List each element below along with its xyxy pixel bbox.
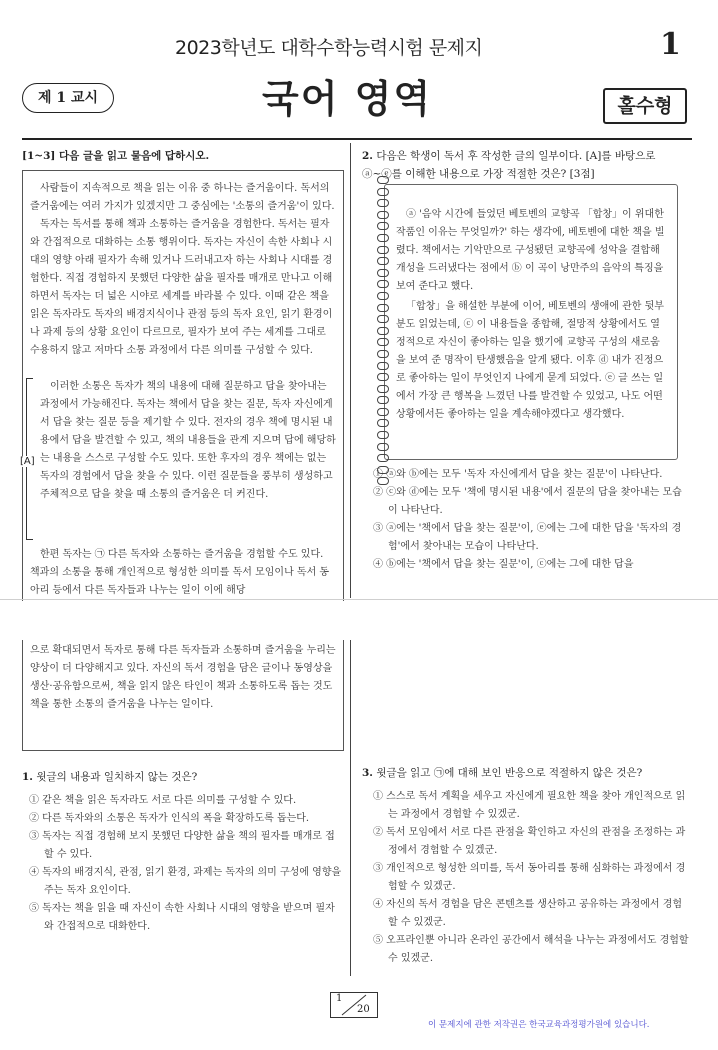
q1-number: 1. — [22, 771, 33, 783]
q3-choice-3[interactable]: ③ 개인적으로 형성한 의미를, 독서 동아리를 통해 심화하는 과정에서 경험할 수 있겠군. — [373, 863, 686, 892]
copyright-notice: 이 문제지에 관한 저작권은 한국교육과정평가원에 있습니다. — [428, 1020, 650, 1030]
q3-choices — [370, 788, 690, 968]
note-paragraph-2: 「합창」을 해설한 부분에 이어, 베토벤의 생애에 관한 뒷부분도 읽었는데, ⓒ 이 내용들을 종합해, 절망적 상황에서도 열정적으로 자신이 좋아하는 일을 했기에 교향곡 구성의 새로움을 보여 준 명작이 탄생했음을 알게 됐다. 이후 ⓓ 내가 진정으로 좋아하는 일이 무엇인지 나에게 묻게 되었다. ⓔ 글 쓰는 일에서 가장 큰 행복을 느꼈던 나를 발견할 수 있었고, 나도 어떤 상황에서든 좋아하는 일을 계속해야겠다고 생각했다. — [396, 301, 664, 420]
passage-text — [30, 180, 336, 360]
passage-paragraph-a: 이러한 소통은 독자가 책의 내용에 대해 질문하고 답을 찾아내는 과정에서 가능해진다. 독자는 책에서 답을 찾는 질문, 독자 자신에게서 답을 찾는 질문 등을 제기할 수 있다. 전자의 경우 책에 명시된 내용에서 답을 발견할 수 있고, 책의 내용들을 관계 지으며 답에 해당하는 내용을 스스로 구성할 수도 있다. 또한 후자의 경우 책에는 없는 독자의 경험에서 답을 찾을 수 있다. 이런 질문들을 풍부히 생성하고 주체적으로 답을 찾을 때 소통의 즐거움은 더 커진다. — [40, 381, 336, 500]
passage-paragraph-3-wrap — [30, 546, 336, 598]
q2-stem: 다음은 학생이 독서 후 작성한 글의 일부이다. [A]를 바탕으로 ⓐ~ⓔ를 이해한 내용으로 가장 적절한 것은? [3점] — [362, 150, 656, 180]
column-divider-top — [350, 143, 351, 598]
header-rule — [22, 138, 692, 140]
bracket-a-label: [A] — [20, 456, 35, 467]
q3-choice-5[interactable]: ⑤ 오프라인뿐 아니라 온라인 공간에서 해석을 나누는 과정에서도 경험할 수 있겠군. — [373, 935, 689, 964]
q2-choice-3[interactable]: ③ ⓐ에는 '책에서 답을 찾는 질문'이, ⓔ에는 그에 대한 답을 '독자의 경험'에서 찾아내는 모습이 나타난다. — [373, 523, 682, 552]
q1-stem: 윗글의 내용과 일치하지 않는 것은? — [36, 771, 198, 783]
q3-stem-wrap — [362, 764, 688, 782]
q2-choice-4[interactable]: ④ ⓑ에는 '책에서 답을 찾는 질문'이, ⓒ에는 그에 대한 답을 — [373, 559, 634, 570]
q2-choices — [370, 466, 690, 598]
q3-choice-1[interactable]: ① 스스로 독서 계획을 세우고 자신에게 필요한 책을 찾아 개인적으로 읽는 과정에서 경험할 수 있겠군. — [373, 791, 686, 820]
page-indicator — [330, 992, 378, 1018]
passage-paragraph-3-continued: 으로 확대되면서 독자로 통해 다른 독자들과 소통하며 즐거움을 누리는 양상이 더 다양해지고 있다. 자신의 독서 경험을 담은 글이나 동영상을 생산·공유함으로써, 책을 읽지 않은 타인이 책과 소통하도록 돕는 것도 책을 통한 소통의 즐거움을 나누는 일이다. — [30, 645, 336, 710]
q1-stem-wrap — [22, 768, 342, 786]
note-paragraph-1: ⓐ '음악 시간에 들었던 베토벤의 교향곡 「합창」이 위대한 작품인 이유는 무엇일까?' 하는 생각에, 베토벤에 대한 책을 빌렸다. 책에서는 기악만으로 구성됐던 교향곡에 성악을 결합해 개성을 드러냈다는 점에서 ⓑ 이 곡이 낭만주의 음악의 특징을 보여 준다고 했다. — [396, 209, 665, 292]
exam-header-title: 2023학년도 대학수학능력시험 문제지 — [175, 37, 483, 59]
passage-continued-text — [30, 642, 336, 714]
session-badge: 제 1 교시 — [22, 83, 114, 113]
passage-paragraph-3: 한편 독자는 ㉠ 다른 독자와 소통하는 즐거움을 경험할 수도 있다. 책과의 소통을 통해 개인적으로 형성한 의미를 독서 모임이나 독서 동아리 등에서 다른 독자들과 나누는 일이 이에 해당 — [30, 549, 330, 596]
subject-title: 국어 영역 — [262, 77, 433, 121]
page-cut-line — [0, 599, 718, 600]
passage-section-a — [40, 378, 336, 504]
q1-choice-5[interactable]: ⑤ 독자는 책을 읽을 때 자신이 속한 사회나 시대의 영향을 받으며 필자와 간접적으로 대화한다. — [29, 903, 335, 932]
q1-choice-1[interactable]: ① 같은 책을 읽은 독자라도 서로 다른 의미를 구성할 수 있다. — [29, 795, 297, 806]
passage-instruction: [1~3] 다음 글을 읽고 물음에 답하시오. — [22, 150, 210, 162]
q2-choice-2[interactable]: ② ⓒ와 ⓓ에는 모두 '책에 명시된 내용'에서 질문의 답을 찾아내는 모습이 나타난다. — [373, 487, 682, 516]
q2-stem-wrap — [362, 147, 688, 183]
q2-number: 2. — [362, 150, 373, 162]
page-current: 1 — [336, 993, 343, 1004]
column-divider-bottom — [350, 640, 351, 976]
q1-choice-4[interactable]: ④ 독자의 배경지식, 관점, 읽기 환경, 과제는 독자의 의미 구성에 영향을 주는 독자 요인이다. — [29, 867, 342, 896]
passage-paragraph-1: 사람들이 지속적으로 책을 읽는 이유 중 하나는 즐거움이다. 독서의 즐거움에는 여러 가지가 있겠지만 그 중심에는 '소통의 즐거움'이 있다. — [30, 183, 335, 212]
q2-choice-1[interactable]: ① ⓐ와 ⓑ에는 모두 '독자 자신에게서 답을 찾는 질문'이 나타난다. — [373, 469, 663, 480]
notebook-spiral — [377, 176, 391, 453]
page-number: 1 — [660, 27, 681, 62]
q3-choice-2[interactable]: ② 독서 모임에서 서로 다른 관점을 확인하고 자신의 관점을 조정하는 과정에서 경험할 수 있겠군. — [373, 827, 686, 856]
exam-type-badge: 홀수형 — [603, 88, 687, 124]
q3-stem: 윗글을 읽고 ㉠에 대해 보인 반응으로 적절하지 않은 것은? — [376, 767, 643, 779]
q3-number: 3. — [362, 767, 373, 779]
page-total: 20 — [357, 1004, 370, 1015]
q1-choices — [26, 792, 342, 936]
q3-choice-4[interactable]: ④ 자신의 독서 경험을 담은 콘텐츠를 생산하고 공유하는 과정에서 경험할 수 있겠군. — [373, 899, 683, 928]
q1-choice-3[interactable]: ③ 독자는 직접 경험해 보지 못했던 다양한 삶을 책의 필자를 매개로 접할 수 있다. — [29, 831, 335, 860]
student-note-text — [396, 206, 668, 424]
q1-choice-2[interactable]: ② 다른 독자와의 소통은 독자가 인식의 폭을 확장하도록 돕는다. — [29, 813, 310, 824]
passage-paragraph-2: 독자는 독서를 통해 책과 소통하는 즐거움을 경험한다. 독서는 필자와 간접적으로 대화하는 소통 행위이다. 독자는 자신이 속한 사회나 시대의 영향 아래 필자가 속해 있거나 드러내고자 하는 사회나 시대를 경험한다. 직접 경험하지 못했던 다양한 삶을 필자를 매개로 만나고 이해하면서 독자는 더 넓은 시야로 세계를 바라볼 수 있다. 이때 같은 책을 읽은 독자라도 독자의 배경지식이나 관점 등의 독자 요인, 읽기 환경이나 과제 등의 상황 요인이 다르므로, 필자가 보여 주는 세계를 그대로 수용하지 않고 저마다 소통 과정에서 다른 의미를 구성할 수 있다. — [30, 219, 333, 356]
